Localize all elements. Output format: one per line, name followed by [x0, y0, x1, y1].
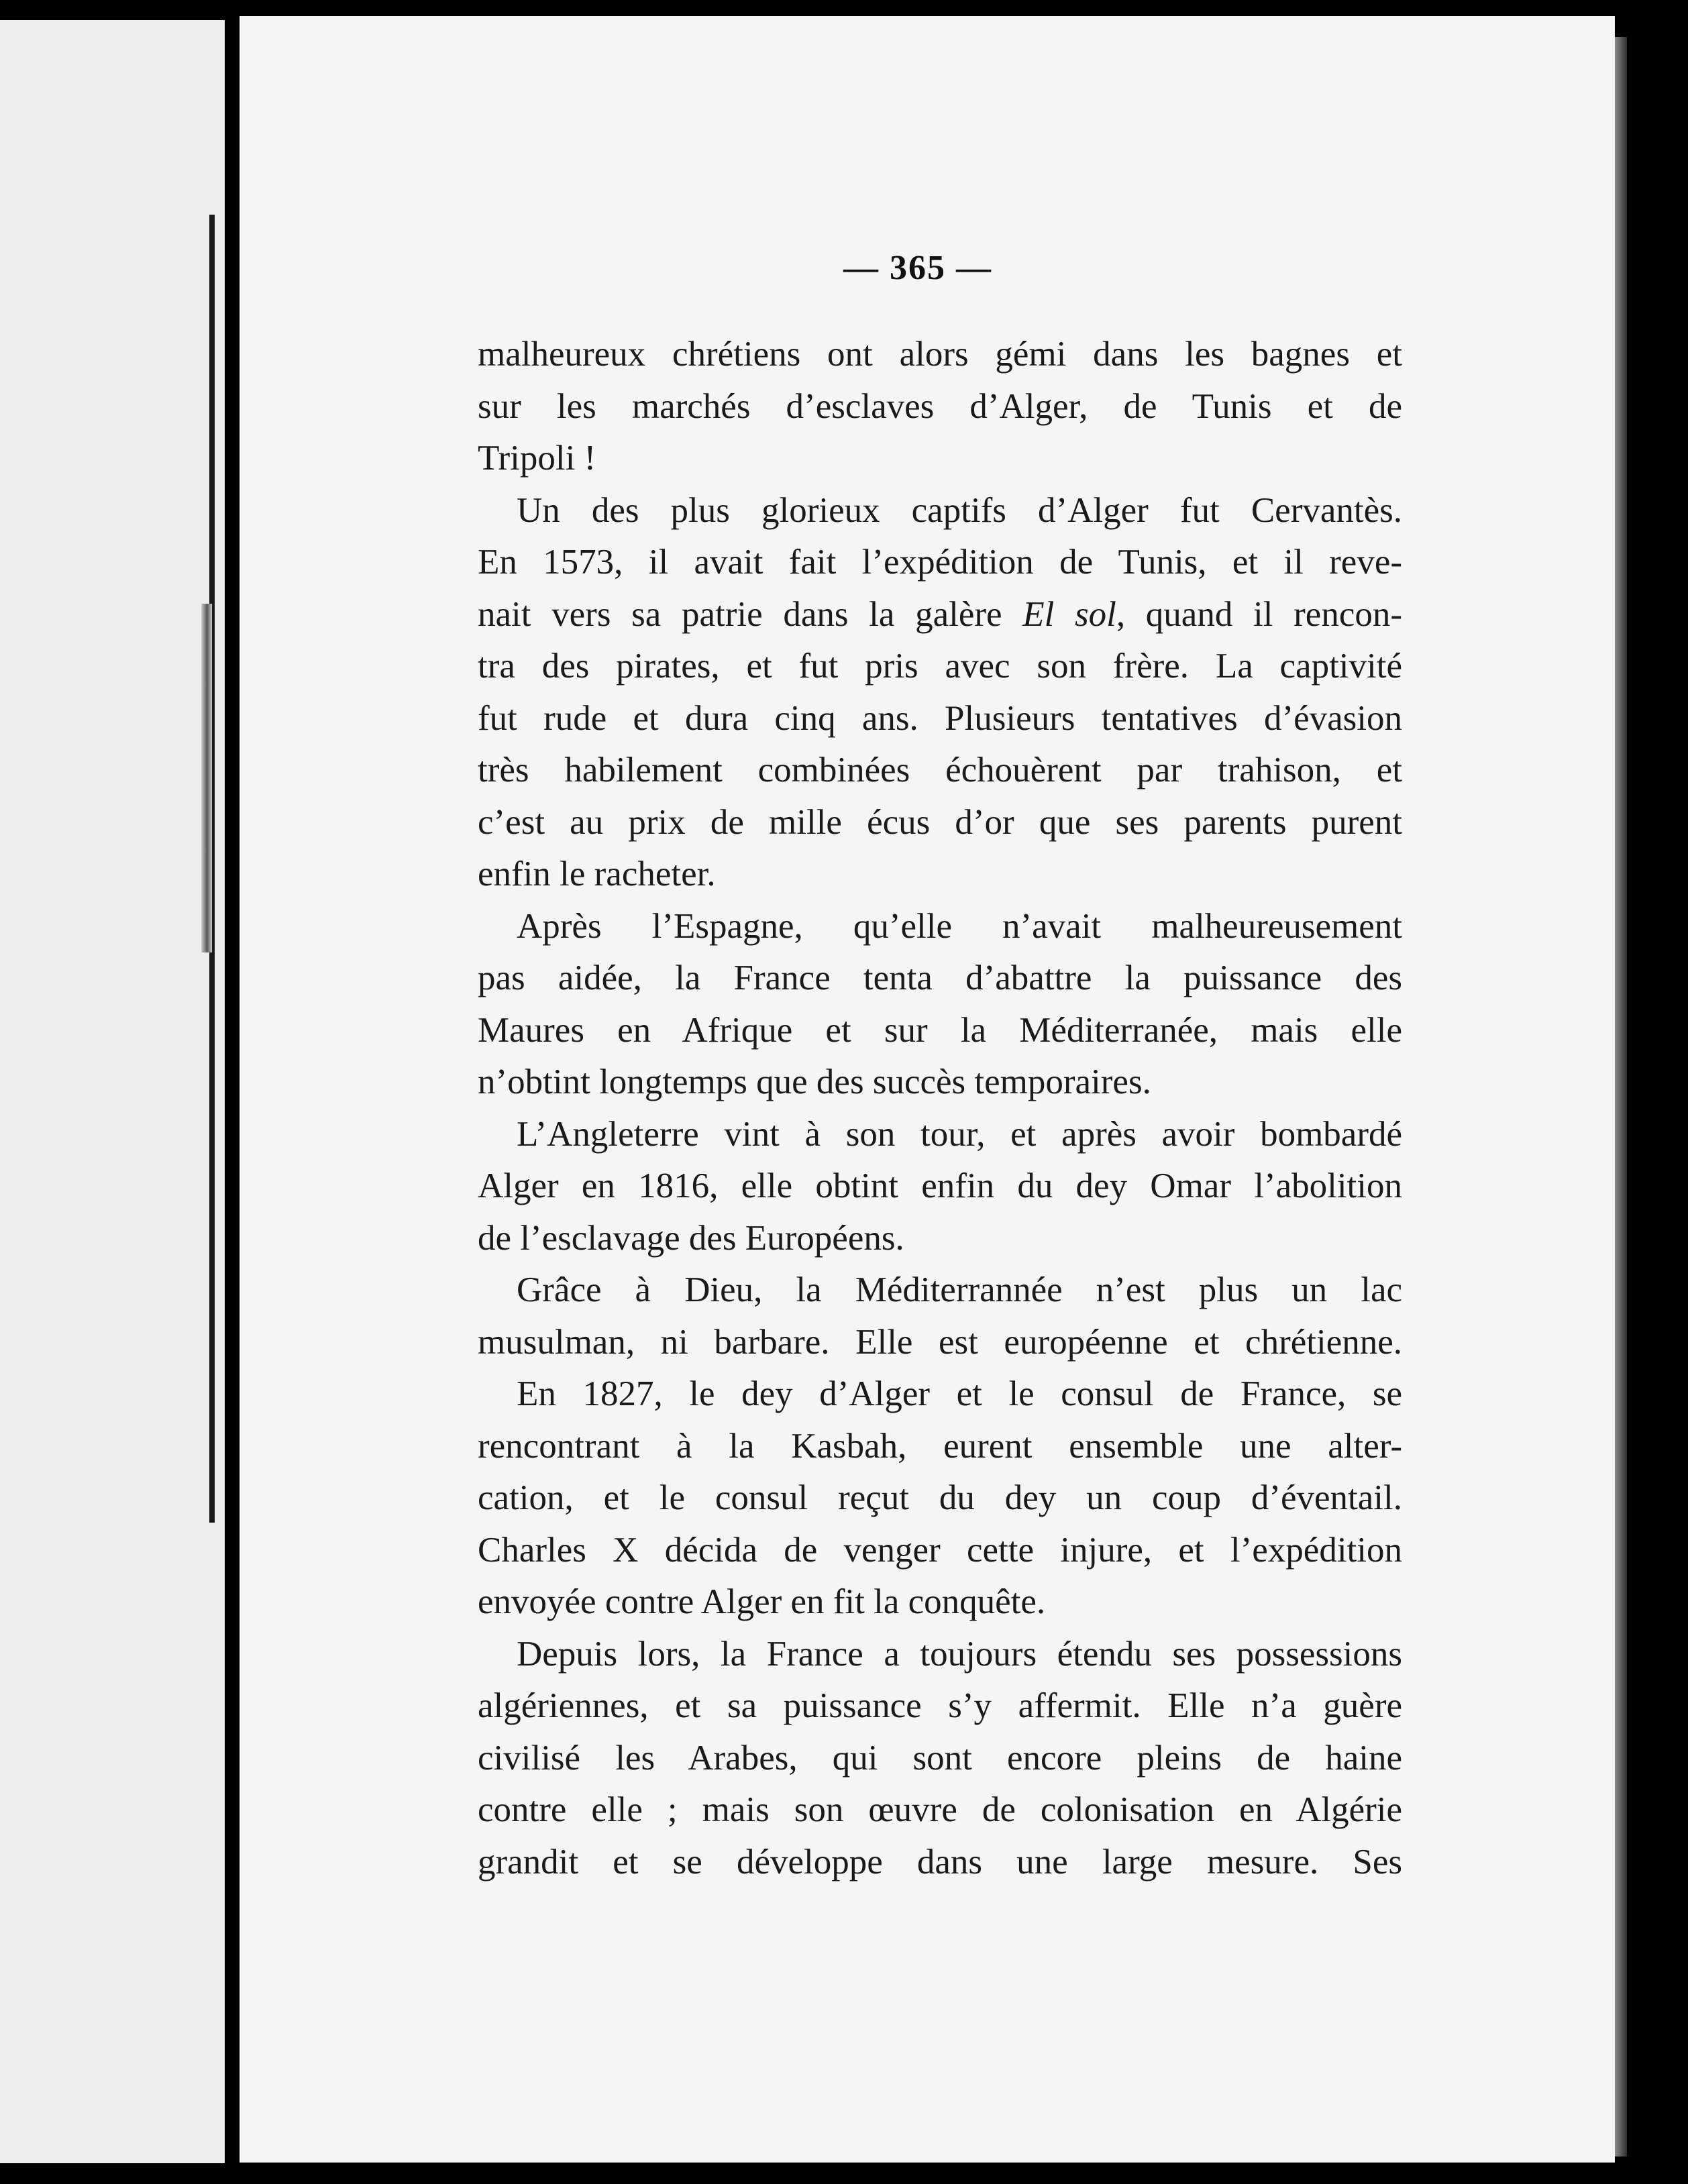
text-line: Un des plus glorieux captifs d’Alger fut Cervantès. [517, 490, 1402, 530]
text-line: envoyée contre Alger en fit la conquête. [478, 1582, 1046, 1621]
text-line: fut rude et dura cinq ans. Plusieurs tentatives d’évasion [478, 698, 1402, 738]
text-line: algériennes, et sa puissance s’y affermit. Elle n’a guère [478, 1686, 1402, 1725]
text-line: c’est au prix de mille écus d’or que ses parents purent [478, 802, 1402, 842]
text-line: pas aidée, la France tenta d’abattre la puissance des [478, 959, 1402, 997]
left-page [0, 20, 225, 2163]
text-line: L’Angleterre vint à son tour, et après avoir bombardé [517, 1114, 1402, 1154]
text-line: Maures en Afrique et sur la Méditerranée, mais elle [478, 1010, 1402, 1050]
text-line: Charles X décida de venger cette injure, et l’expédition [478, 1530, 1402, 1570]
text-line: Alger en 1816, elle obtint enfin du dey Omar l’abolition [478, 1166, 1402, 1205]
right-page-edge [1615, 37, 1627, 2156]
left-page-binding-shadow [201, 604, 212, 952]
text-line: enfin le racheter. [478, 855, 716, 893]
text-line: de l’esclavage des Européens. [478, 1218, 904, 1258]
text-line: grandit et se développe dans une large mesure. Ses [478, 1842, 1402, 1881]
text-line: cation, et le consul reçut du dey un coup d’éventail. [478, 1478, 1402, 1517]
text-line: En 1827, le dey d’Alger et le consul de France, se [517, 1374, 1402, 1413]
text-line: n’obtint longtemps que des succès temporaires. [478, 1062, 1151, 1101]
text-line: civilisé les Arabes, qui sont encore pleins de haine [478, 1738, 1402, 1778]
text-line: sur les marchés d’esclaves d’Alger, de Tunis et de [478, 386, 1402, 426]
text-line: Tripoli ! [478, 439, 596, 478]
text-line: nait vers sa patrie dans la galère El sol, quand il rencon- [478, 594, 1402, 634]
text-line: très habilement combinées échouèrent par trahison, et [478, 751, 1402, 789]
text-line: En 1573, il avait fait l’expédition de Tunis, et il reve- [478, 543, 1402, 582]
text-line: malheureux chrétiens ont alors gémi dans les bagnes et [478, 335, 1402, 374]
book-spine-gutter [225, 0, 240, 2184]
text-line: musulman, ni barbare. Elle est européenne et chrétienne. [478, 1322, 1402, 1362]
text-line: Depuis lors, la France a toujours étendu ses possessions [517, 1634, 1402, 1674]
body-text [478, 329, 1402, 1888]
text-line: Grâce à Dieu, la Méditerrannée n’est plus un lac [517, 1270, 1402, 1309]
text-line: rencontrant à la Kasbah, eurent ensemble une alter- [478, 1426, 1402, 1466]
text-line: Après l’Espagne, qu’elle n’avait malheureusement [517, 906, 1402, 946]
page-number: — 365 — [843, 249, 992, 287]
text-line: tra des pirates, et fut pris avec son frère. La captivité [478, 647, 1402, 686]
text-line: contre elle ; mais son œuvre de colonisation en Algérie [478, 1790, 1402, 1829]
